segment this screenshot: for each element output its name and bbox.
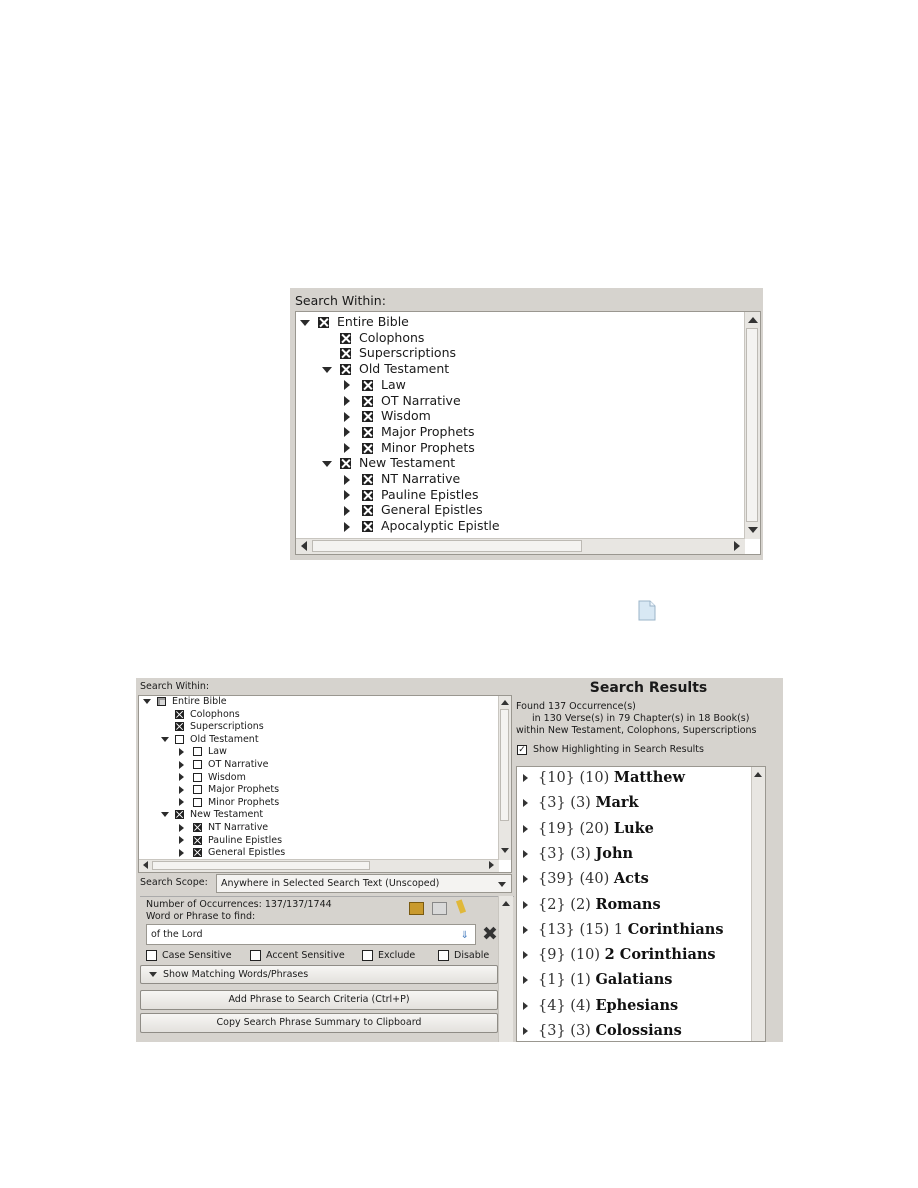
result-count: {39} (40): [538, 871, 610, 888]
expand-right-icon[interactable]: [179, 772, 193, 784]
tree-checkbox[interactable]: [340, 458, 351, 469]
option-label: Exclude: [378, 950, 416, 961]
expand-right-icon[interactable]: [344, 424, 362, 440]
tree-item-label: New Testament: [190, 809, 264, 821]
search-results-title: Search Results: [589, 680, 708, 696]
tree-checkbox[interactable]: [362, 490, 373, 501]
tree-item-minor-prophets[interactable]: [179, 797, 279, 809]
result-item-acts[interactable]: [523, 868, 649, 890]
tree-item-wisdom[interactable]: [344, 408, 431, 424]
occurrences-label: Number of Occurrences: 137/137/1744: [146, 899, 332, 910]
tree-item-label: Major Prophets: [381, 423, 475, 439]
chevron-down-icon[interactable]: [143, 699, 151, 704]
chevron-right-icon[interactable]: [523, 951, 528, 959]
chevron-right-icon[interactable]: [179, 798, 184, 806]
result-item-mark[interactable]: [523, 792, 639, 814]
tree-checkbox[interactable]: [340, 348, 351, 359]
result-count: {3} (3): [538, 1023, 591, 1039]
scroll-right-icon[interactable]: [734, 541, 740, 551]
option-case-sensitive[interactable]: [146, 949, 232, 963]
scroll-up-icon[interactable]: [501, 700, 509, 705]
tree-item-law[interactable]: [179, 746, 227, 758]
chevron-right-icon[interactable]: [344, 490, 350, 500]
criteria-scrollbar[interactable]: [498, 896, 513, 1042]
tree-item-old-testament[interactable]: [322, 361, 449, 377]
tree-item-colophons[interactable]: [322, 330, 424, 346]
scroll-left-icon[interactable]: [301, 541, 307, 551]
tree-item-label: Old Testament: [190, 733, 259, 745]
phrase-input[interactable]: [146, 924, 476, 945]
result-count: {2} (2): [538, 896, 591, 913]
clear-broom-icon[interactable]: [456, 899, 466, 913]
add-phrase-button[interactable]: Add Phrase to Search Criteria (Ctrl+P): [140, 990, 498, 1010]
tree-item-label: Major Prophets: [208, 784, 280, 796]
tree-item-law[interactable]: [344, 377, 406, 393]
expand-down-icon[interactable]: [161, 734, 175, 746]
chevron-down-icon[interactable]: [322, 461, 332, 467]
result-item-romans[interactable]: [523, 894, 661, 916]
scroll-thumb[interactable]: [500, 709, 509, 821]
vertical-scrollbar[interactable]: [498, 696, 511, 860]
result-book: Ephesians: [595, 996, 679, 1014]
chevron-down-icon[interactable]: [300, 320, 310, 326]
chevron-right-icon[interactable]: [179, 748, 184, 756]
tree-checkbox[interactable]: [175, 810, 184, 819]
result-item-john[interactable]: [523, 843, 633, 865]
chevron-right-icon[interactable]: [344, 396, 350, 406]
chevron-right-icon[interactable]: [523, 1027, 528, 1035]
chevron-right-icon[interactable]: [179, 836, 184, 844]
paste-icon[interactable]: [409, 902, 424, 915]
expand-down-icon[interactable]: [161, 809, 175, 821]
horizontal-scrollbar[interactable]: [296, 538, 745, 554]
chevron-right-icon[interactable]: [523, 926, 528, 934]
option-accent-sensitive[interactable]: [250, 949, 345, 963]
option-checkbox[interactable]: [146, 950, 157, 961]
expand-down-icon[interactable]: [322, 361, 340, 377]
tree-checkbox[interactable]: [193, 798, 202, 807]
phrase-criteria-box: [140, 896, 514, 1042]
tree-checkbox[interactable]: [340, 364, 351, 375]
tree-checkbox[interactable]: [193, 836, 202, 845]
scroll-left-icon[interactable]: [143, 861, 148, 869]
tree-item-new-testament[interactable]: [322, 455, 455, 471]
tree-checkbox[interactable]: [175, 735, 184, 744]
result-book: Colossians: [595, 1022, 682, 1039]
chevron-right-icon[interactable]: [523, 799, 528, 807]
tree-item-label: OT Narrative: [381, 392, 461, 408]
show-highlighting-checkbox[interactable]: ✓: [518, 744, 526, 755]
tree-item-label: Minor Prophets: [208, 796, 280, 808]
search-scope-value: Anywhere in Selected Search Text (Unscoped): [221, 878, 440, 889]
tree-checkbox[interactable]: [362, 411, 373, 422]
vertical-scrollbar[interactable]: [744, 312, 760, 539]
result-book: Acts: [613, 870, 649, 888]
chevron-right-icon[interactable]: [179, 773, 184, 781]
tree-checkbox[interactable]: [362, 521, 373, 532]
expand-down-icon[interactable]: [322, 455, 340, 471]
chevron-right-icon[interactable]: [344, 522, 350, 532]
chevron-right-icon[interactable]: [523, 774, 528, 782]
tree-checkbox[interactable]: [193, 848, 202, 857]
result-count: {13} (15) 1: [538, 921, 624, 938]
tree-checkbox[interactable]: [193, 747, 202, 756]
result-item-2-corinthians[interactable]: [523, 944, 716, 966]
results-scrollbar[interactable]: [751, 767, 765, 1042]
tree-item-label: NT Narrative: [381, 471, 461, 486]
tree-checkbox[interactable]: [193, 785, 202, 794]
result-count: {3} (3): [538, 845, 591, 862]
expand-down-icon[interactable]: [300, 314, 318, 330]
result-count: {3} (3): [538, 795, 591, 812]
tree-checkbox[interactable]: [193, 773, 202, 782]
tree-checkbox[interactable]: [175, 722, 184, 731]
expand-right-icon[interactable]: [344, 471, 362, 487]
scroll-down-icon[interactable]: [748, 527, 758, 533]
show-highlighting-toggle[interactable]: [517, 744, 704, 756]
tree-item-old-testament[interactable]: [161, 734, 259, 746]
bottom-search-within-label: Search Within:: [140, 681, 210, 692]
expand-right-icon[interactable]: [344, 393, 362, 409]
document-icon[interactable]: [636, 599, 658, 623]
expand-arrow-icon: [149, 972, 157, 977]
scroll-down-icon[interactable]: [501, 848, 509, 853]
tree-item-label: Colophons: [190, 708, 240, 720]
tree-item-label: Old Testament: [359, 361, 450, 377]
result-book: Luke: [613, 819, 654, 837]
result-count: {10} (10): [538, 770, 610, 786]
tree-checkbox[interactable]: [362, 427, 373, 438]
tree-item-label: Pauline Epistles: [381, 486, 479, 502]
tree-item-label: General Epistles: [208, 847, 286, 859]
tree-item-wisdom[interactable]: [179, 772, 246, 784]
scroll-up-icon[interactable]: [748, 317, 758, 323]
found-summary-line3: within New Testament, Colophons, Superscriptions: [516, 725, 757, 736]
expand-right-icon[interactable]: [179, 759, 193, 771]
tree-item-entire-bible[interactable]: [300, 314, 409, 330]
tree-checkbox[interactable]: [318, 317, 329, 328]
result-count: {1} (1): [538, 972, 591, 989]
expand-right-icon[interactable]: [344, 502, 362, 518]
tree-checkbox[interactable]: [193, 823, 202, 832]
search-within-tree[interactable]: [295, 311, 761, 555]
phrase-input-value: of the Lord: [151, 929, 203, 940]
chevron-right-icon[interactable]: [344, 443, 350, 453]
chevron-right-icon[interactable]: [523, 825, 528, 833]
scroll-thumb[interactable]: [746, 328, 758, 522]
search-scope-label: Search Scope:: [140, 877, 208, 888]
tree-item-minor-prophets[interactable]: [344, 440, 475, 456]
chevron-right-icon[interactable]: [344, 427, 350, 437]
tree-item-apocalyptic-epistle[interactable]: [344, 518, 500, 534]
search-criteria-pane: [136, 678, 514, 1042]
tree-item-new-testament[interactable]: [161, 809, 263, 821]
expand-right-icon[interactable]: [179, 822, 193, 834]
option-label: Disable: [454, 950, 490, 961]
chevron-down-icon[interactable]: [161, 737, 169, 742]
result-book: Matthew: [613, 769, 685, 786]
result-item-luke[interactable]: [523, 818, 654, 840]
result-item-corinthians[interactable]: [523, 919, 724, 941]
result-item-galatians[interactable]: [523, 969, 672, 991]
copy-summary-button[interactable]: Copy Search Phrase Summary to Clipboard: [140, 1013, 498, 1033]
horizontal-scrollbar[interactable]: [139, 859, 499, 872]
tree-item-label: NT Narrative: [208, 822, 269, 833]
tree-checkbox[interactable]: [157, 697, 166, 706]
tree-checkbox[interactable]: [340, 333, 351, 344]
found-summary-line1: Found 137 Occurrence(s): [516, 701, 636, 712]
tree-item-pauline-epistles[interactable]: [179, 835, 282, 847]
tree-item-label: Wisdom: [381, 408, 431, 424]
tree-item-major-prophets[interactable]: [344, 424, 474, 440]
chevron-down-icon: [498, 882, 506, 887]
option-exclude[interactable]: [362, 949, 415, 963]
option-checkbox[interactable]: [438, 950, 449, 961]
expand-right-icon[interactable]: [179, 746, 193, 758]
tree-item-general-epistles[interactable]: [179, 847, 285, 859]
tree-checkbox[interactable]: [362, 396, 373, 407]
tree-item-nt-narrative[interactable]: [179, 822, 268, 834]
scroll-thumb[interactable]: [312, 540, 582, 552]
scroll-right-icon[interactable]: [489, 861, 494, 869]
expand-right-icon[interactable]: [344, 408, 362, 424]
copy-icon[interactable]: [432, 902, 447, 915]
chevron-right-icon[interactable]: [344, 506, 350, 516]
tree-item-label: Pauline Epistles: [208, 834, 283, 846]
result-book: 2 Corinthians: [604, 946, 716, 964]
tree-item-superscriptions[interactable]: [322, 345, 456, 361]
scroll-thumb[interactable]: [152, 861, 370, 870]
results-list[interactable]: [516, 766, 766, 1042]
search-results-pane: [514, 678, 783, 1042]
chevron-right-icon[interactable]: [523, 901, 528, 909]
tree-checkbox[interactable]: [362, 505, 373, 516]
expand-right-icon[interactable]: [179, 835, 193, 847]
show-matching-label: Show Matching Words/Phrases: [163, 969, 309, 980]
tree-item-label: Wisdom: [208, 771, 246, 783]
result-book: Mark: [595, 794, 639, 812]
expand-right-icon[interactable]: [344, 518, 362, 534]
expand-right-icon[interactable]: [179, 797, 193, 809]
chevron-right-icon[interactable]: [179, 849, 184, 857]
search-within-label: Search Within:: [295, 293, 386, 308]
tree-checkbox[interactable]: [175, 710, 184, 719]
tree-item-pauline-epistles[interactable]: [344, 487, 479, 503]
expand-right-icon[interactable]: [179, 847, 193, 859]
result-book: John: [595, 844, 634, 862]
tree-item-nt-narrative[interactable]: [344, 471, 460, 487]
result-item-colossians[interactable]: [523, 1020, 682, 1042]
tree-item-general-epistles[interactable]: [344, 502, 483, 518]
tree-item-label: Apocalyptic Epistle: [381, 518, 500, 534]
option-label: Accent Sensitive: [266, 950, 345, 961]
option-checkbox[interactable]: [362, 950, 373, 961]
result-book: Galatians: [595, 971, 673, 989]
show-highlighting-label: Show Highlighting in Search Results: [533, 744, 704, 755]
chevron-down-icon[interactable]: [161, 812, 169, 817]
chevron-right-icon[interactable]: [344, 475, 350, 485]
tree-checkbox[interactable]: [362, 474, 373, 485]
chevron-right-icon[interactable]: [344, 380, 350, 390]
phrase-options: [146, 949, 502, 963]
tree-item-label: New Testament: [359, 455, 456, 471]
tree-checkbox[interactable]: [362, 443, 373, 454]
tree-item-label: Colophons: [359, 329, 425, 345]
result-item-ephesians[interactable]: [523, 995, 678, 1017]
tree-item-colophons[interactable]: [161, 709, 240, 721]
chevron-right-icon[interactable]: [344, 412, 350, 422]
expand-right-icon[interactable]: [344, 440, 362, 456]
word-phrase-label: Word or Phrase to find:: [146, 911, 256, 922]
chevron-right-icon[interactable]: [523, 850, 528, 858]
chevron-right-icon[interactable]: [523, 1002, 528, 1010]
tree-item-entire-bible[interactable]: [143, 696, 227, 708]
show-matching-button[interactable]: [140, 965, 498, 984]
result-count: {4} (4): [538, 997, 591, 1014]
tree-item-superscriptions[interactable]: [161, 721, 264, 733]
scroll-up-icon[interactable]: [754, 772, 762, 777]
tree-item-ot-narrative[interactable]: [179, 759, 269, 771]
tree-checkbox[interactable]: [362, 380, 373, 391]
option-disable[interactable]: [438, 949, 489, 963]
option-checkbox[interactable]: [250, 950, 261, 961]
expand-down-icon[interactable]: [143, 696, 157, 708]
chevron-right-icon[interactable]: [179, 786, 184, 794]
tree-item-label: Minor Prophets: [381, 439, 475, 455]
chevron-right-icon[interactable]: [523, 976, 528, 984]
tree-item-label: Superscriptions: [359, 345, 457, 361]
expand-right-icon[interactable]: [179, 784, 193, 796]
search-window: [136, 678, 783, 1042]
remove-phrase-icon[interactable]: ✖: [482, 923, 498, 945]
dropdown-arrow-icon[interactable]: ⇓: [460, 930, 469, 941]
chevron-down-icon[interactable]: [322, 367, 332, 373]
tree-item-label: Entire Bible: [337, 314, 409, 329]
tree-checkbox[interactable]: [193, 760, 202, 769]
expand-right-icon[interactable]: [344, 377, 362, 393]
tree-item-label: OT Narrative: [208, 759, 269, 770]
chevron-right-icon[interactable]: [179, 761, 184, 769]
tree-item-major-prophets[interactable]: [179, 784, 279, 796]
scroll-up-icon[interactable]: [502, 901, 510, 906]
tree-item-label: Law: [381, 376, 406, 392]
found-summary-line2: in 130 Verse(s) in 79 Chapter(s) in 18 Book(s): [532, 713, 750, 724]
result-count: {9} (10): [538, 947, 601, 964]
result-book: Corinthians: [627, 920, 724, 938]
result-book: Romans: [595, 895, 661, 913]
result-item-matthew[interactable]: [523, 767, 685, 789]
expand-right-icon[interactable]: [344, 487, 362, 503]
bottom-search-within-tree[interactable]: [138, 695, 512, 873]
chevron-right-icon[interactable]: [523, 875, 528, 883]
tree-item-label: Entire Bible: [172, 696, 227, 707]
tree-item-label: Law: [208, 746, 227, 758]
search-within-panel: [290, 288, 763, 560]
tree-item-label: Superscriptions: [190, 721, 264, 733]
chevron-right-icon[interactable]: [179, 824, 184, 832]
result-count: {19} (20): [538, 820, 610, 837]
tree-item-label: General Epistles: [381, 502, 483, 518]
option-label: Case Sensitive: [162, 950, 232, 961]
search-scope-select[interactable]: [216, 874, 512, 893]
tree-item-ot-narrative[interactable]: [344, 393, 461, 409]
